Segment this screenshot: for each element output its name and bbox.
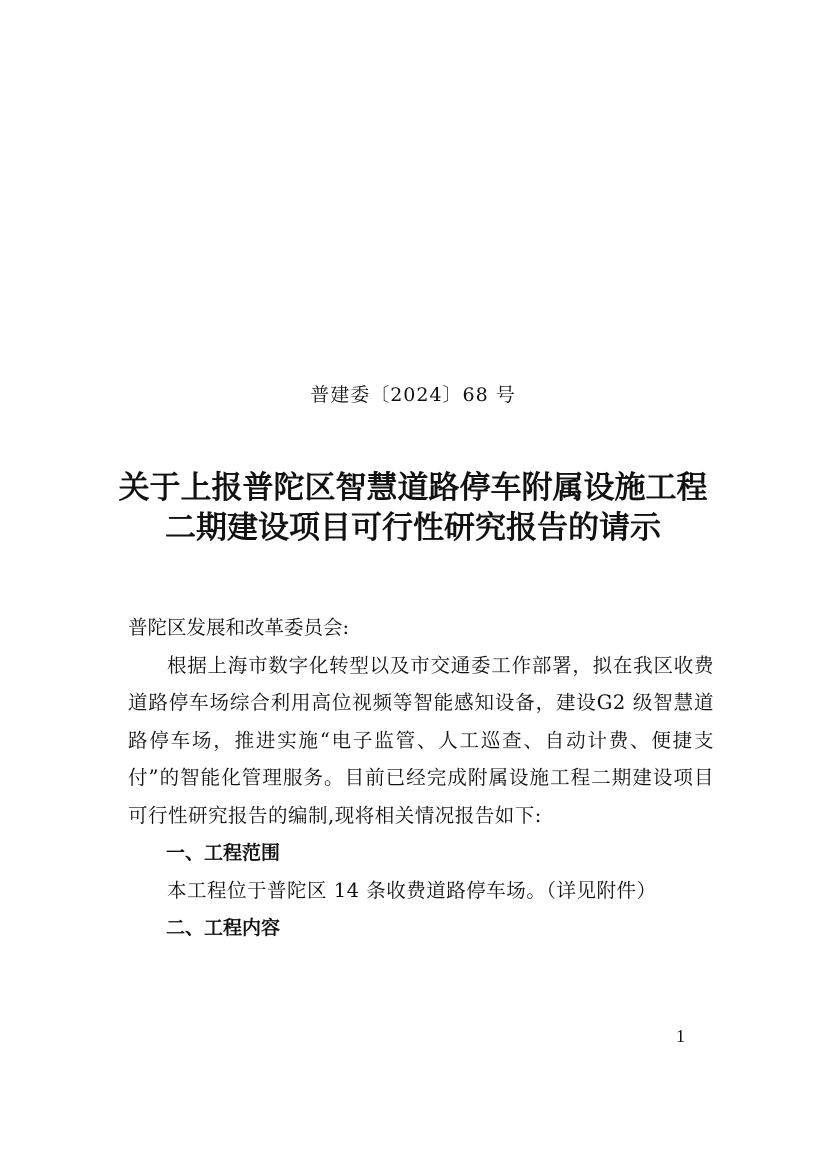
title-line-1: 关于上报普陀区智慧道路停车附属设施工程: [118, 470, 708, 506]
addressee: 普陀区发展和改革委员会:: [128, 616, 350, 639]
intro-paragraph: 根据上海市数字化转型以及市交通委工作部署，拟在我区收费道路停车场综合利用高位视频等智能感知设备，建设G2 级智慧道路停车场，推进实施“电子监管、人工巡查、自动计费、便捷支付”的智能化管理服务。目前已经完成附属设施工程二期建设项目可行性研究报告的编制,现将相关情况报告如下:: [128, 653, 714, 827]
page-number: 1: [676, 1026, 685, 1046]
section-heading-scope: 一、工程范围: [166, 841, 281, 864]
section-text-scope: 本工程位于普陀区 14 条收费道路停车场。（详见附件）: [167, 879, 657, 903]
document-number: 普建委〔2024〕68 号: [310, 384, 516, 406]
section-heading-content: 二、工程内容: [166, 916, 281, 939]
document-title: [100, 468, 726, 548]
document-body: [128, 609, 714, 947]
title-line-2: 二期建设项目可行性研究报告的请示: [165, 510, 661, 546]
